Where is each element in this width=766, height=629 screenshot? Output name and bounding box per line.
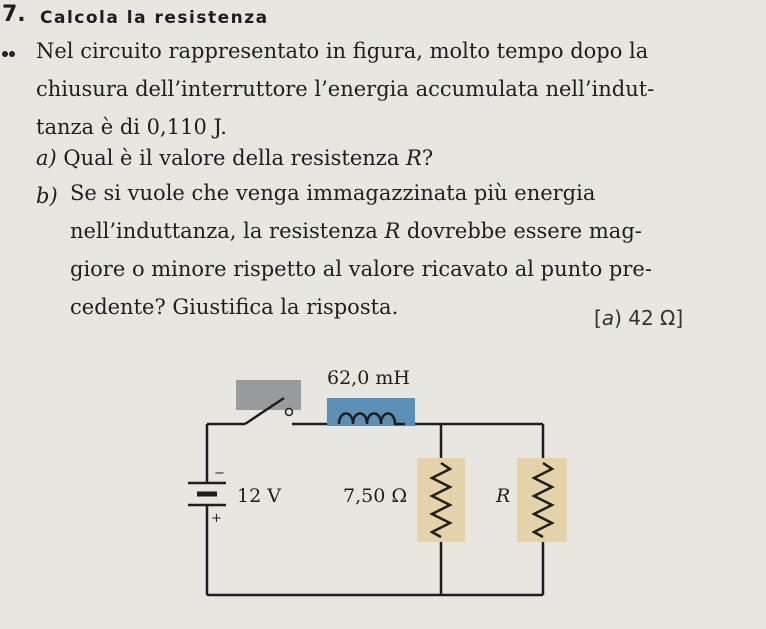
question-b-text-part: nell’induttanza, la resistenza	[70, 219, 385, 243]
question-a-end: ?	[421, 146, 434, 170]
exercise-number: 7.	[2, 2, 26, 27]
question-a-text: Qual è il valore della resistenza	[63, 146, 407, 170]
battery-plus-sign: +	[211, 511, 222, 526]
question-a-label: a)	[36, 146, 57, 170]
question-b-text-part: dovrebbe essere mag-	[400, 219, 642, 243]
statement-line: Nel circuito rappresentato in figura, molto tempo dopo la	[36, 39, 649, 63]
inductor-label: 62,0 mH	[327, 367, 410, 389]
inductor	[327, 398, 415, 426]
resistor-1-label: 7,50 Ω	[343, 485, 408, 507]
battery-label: 12 V	[237, 485, 281, 507]
question-b-variable: R	[384, 219, 401, 243]
switch	[236, 380, 301, 424]
resistor-1	[417, 458, 465, 542]
answer-value: 42 Ω	[628, 306, 676, 330]
question-b-line: giore o minore rispetto al valore ricavato al punto pre-	[70, 257, 652, 281]
statement-line: tanza è di 0,110 J.	[36, 115, 227, 139]
resistor-2-label: R	[496, 485, 511, 507]
circuit-wires	[207, 424, 543, 595]
answer-part-label: a	[601, 306, 615, 330]
question-a-variable: R	[406, 146, 422, 170]
question-b-line: cedente? Giustifica la risposta.	[70, 295, 399, 319]
answer-key: [a) 42 Ω]	[594, 306, 684, 330]
statement-line: chiusura dell’interruttore l’energia accumulata nell’indut-	[36, 77, 655, 101]
question-b-label: b)	[36, 184, 58, 208]
resistor-2	[517, 458, 567, 542]
switch-contact	[286, 409, 293, 416]
exercise-title: Calcola la resistenza	[40, 8, 269, 28]
switch-background	[236, 380, 301, 410]
question-b-line: Se si vuole che venga immagazzinata più energia	[70, 181, 596, 205]
battery-minus-sign: −	[214, 466, 225, 481]
